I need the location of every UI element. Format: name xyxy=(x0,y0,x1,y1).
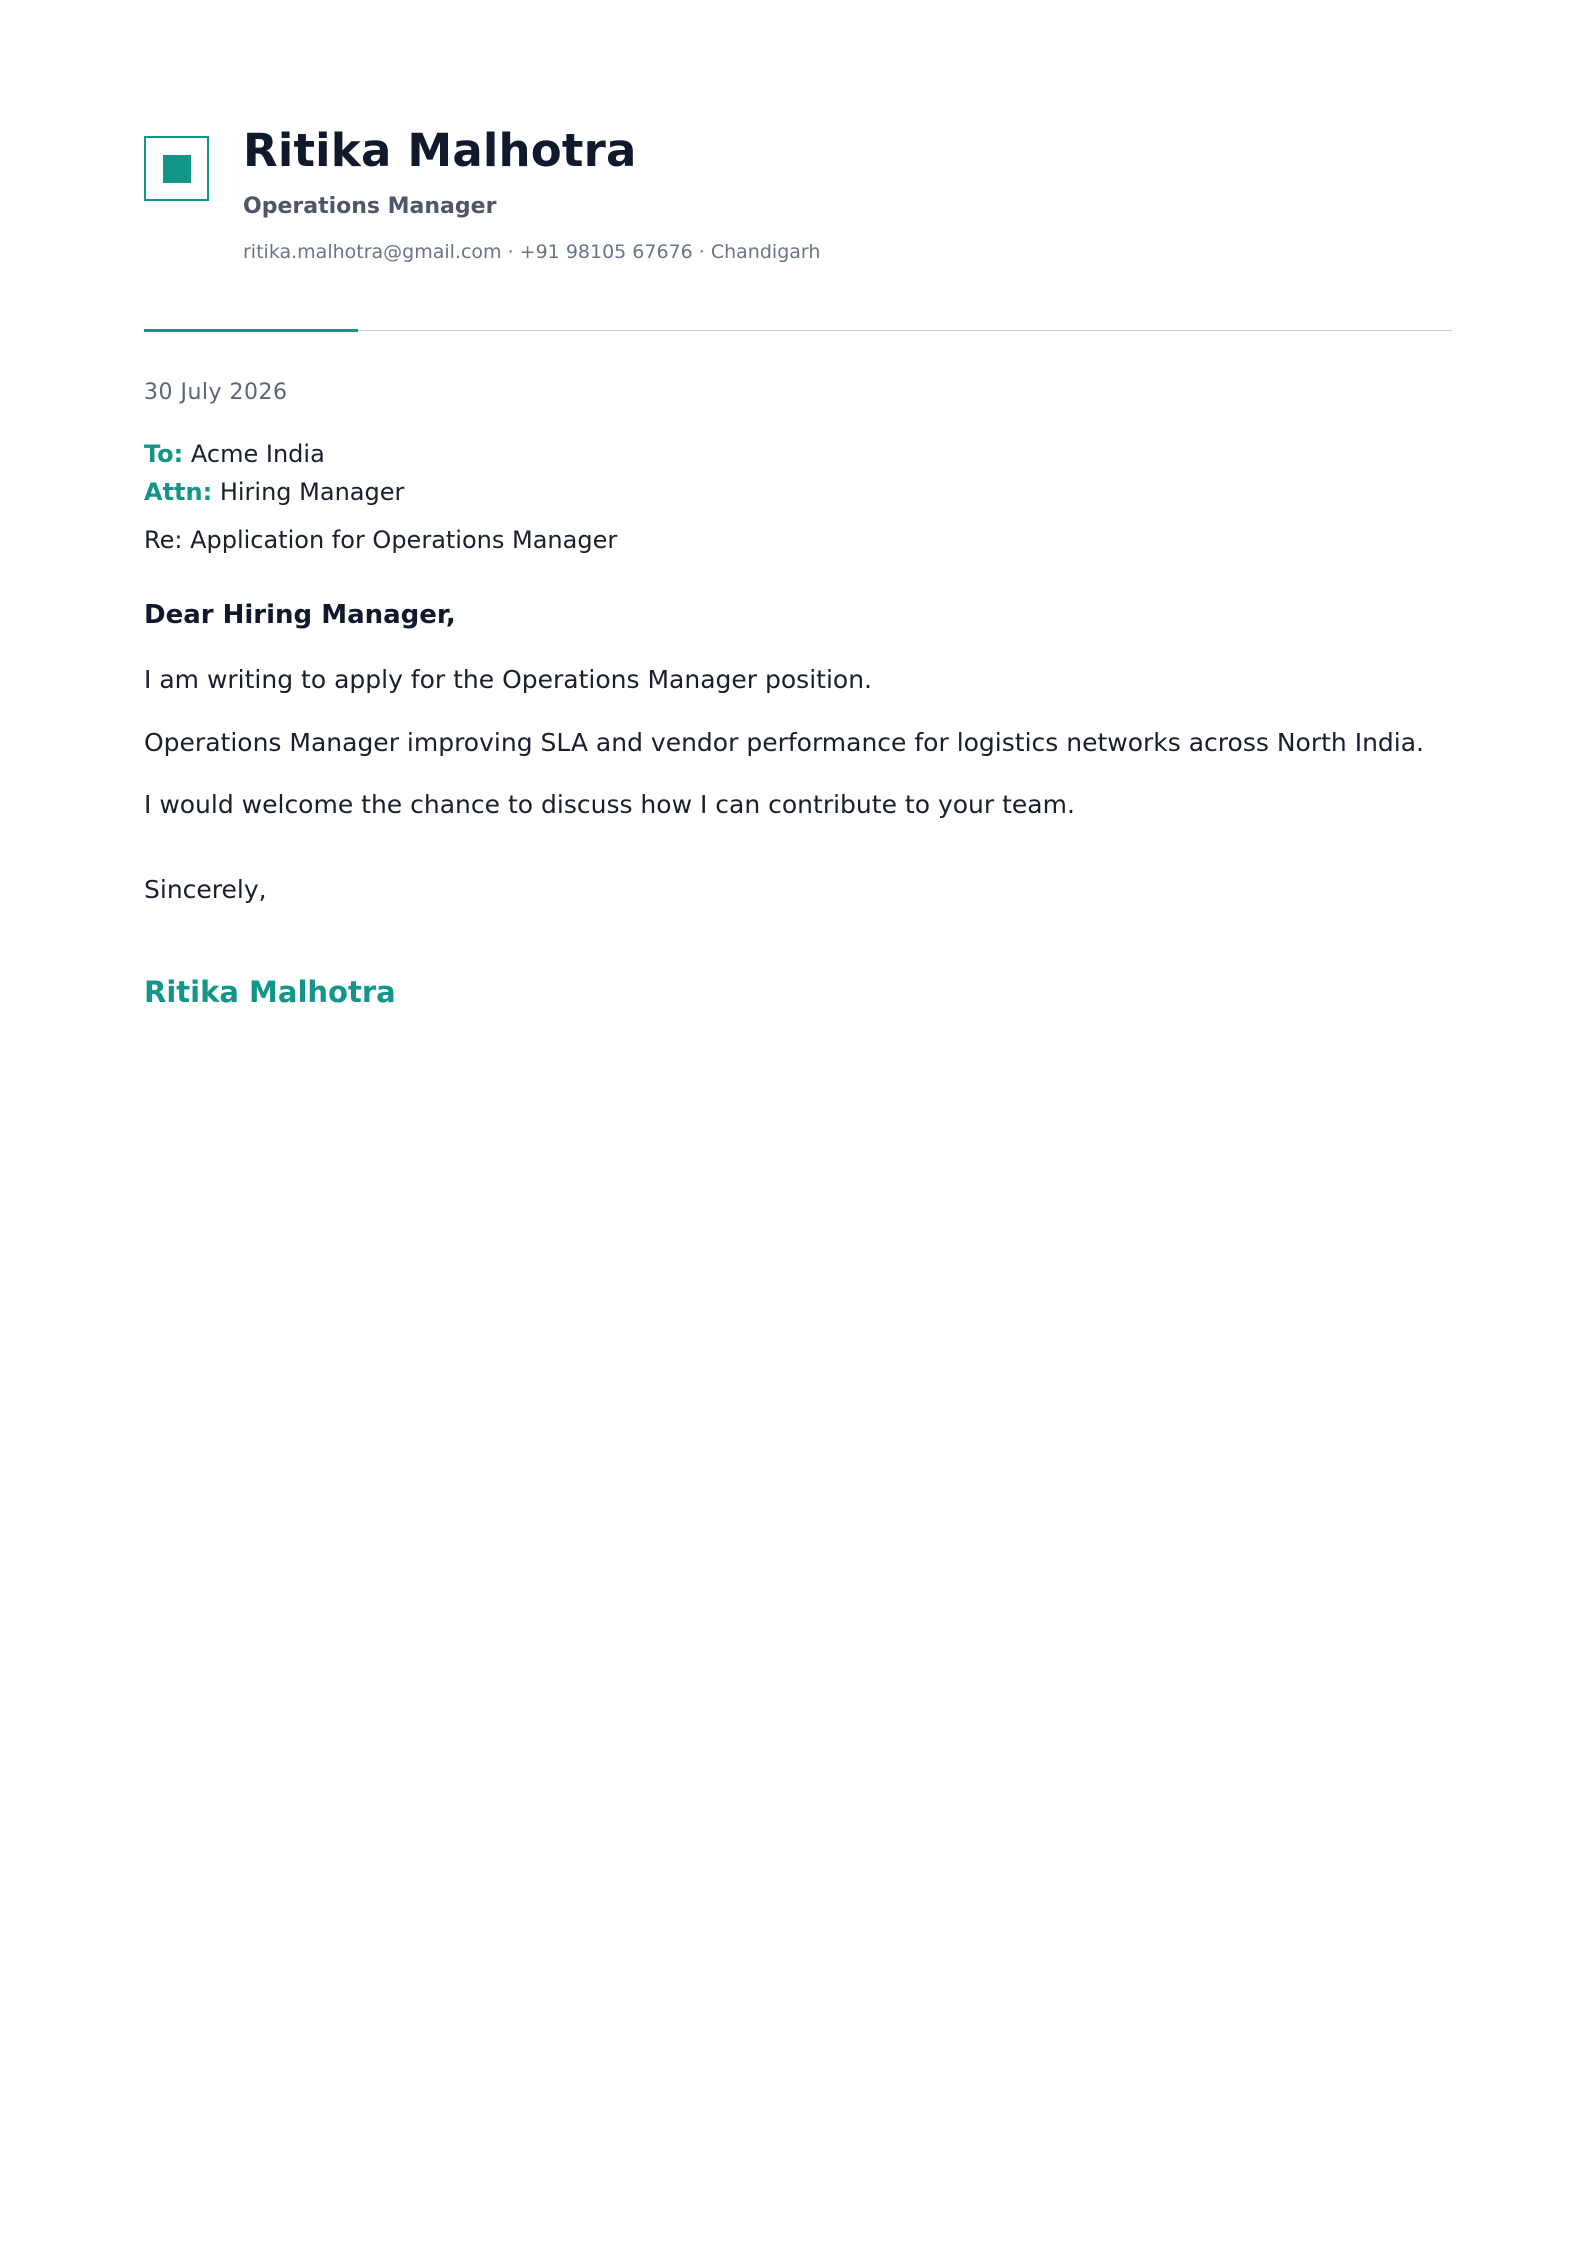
applicant-name: Ritika Malhotra xyxy=(243,124,637,177)
logo-inner-square xyxy=(163,155,191,183)
recipient-line xyxy=(144,440,325,468)
attn-label: Attn: xyxy=(144,478,213,506)
subject-line: Re: Application for Operations Manager xyxy=(144,526,618,554)
contact-line: ritika.malhotra@gmail.com · +91 98105 67676 · Chandigarh xyxy=(243,241,821,263)
applicant-role: Operations Manager xyxy=(243,194,497,219)
attention-line xyxy=(144,478,404,506)
attn-value: Hiring Manager xyxy=(219,478,405,506)
to-label: To: xyxy=(144,440,184,468)
to-value: Acme India xyxy=(190,440,325,468)
signature-name: Ritika Malhotra xyxy=(144,975,396,1009)
header-divider-accent xyxy=(144,329,358,332)
body-paragraph: I would welcome the chance to discuss how I can contribute to your team. xyxy=(144,790,1075,819)
salutation: Dear Hiring Manager, xyxy=(144,600,456,630)
closing: Sincerely, xyxy=(144,875,267,904)
logo-square-icon xyxy=(144,136,209,201)
body-paragraph: Operations Manager improving SLA and vendor performance for logistics networks across North India. xyxy=(144,728,1424,757)
letter-date: 30 July 2026 xyxy=(144,380,288,405)
body-paragraph: I am writing to apply for the Operations Manager position. xyxy=(144,665,872,694)
